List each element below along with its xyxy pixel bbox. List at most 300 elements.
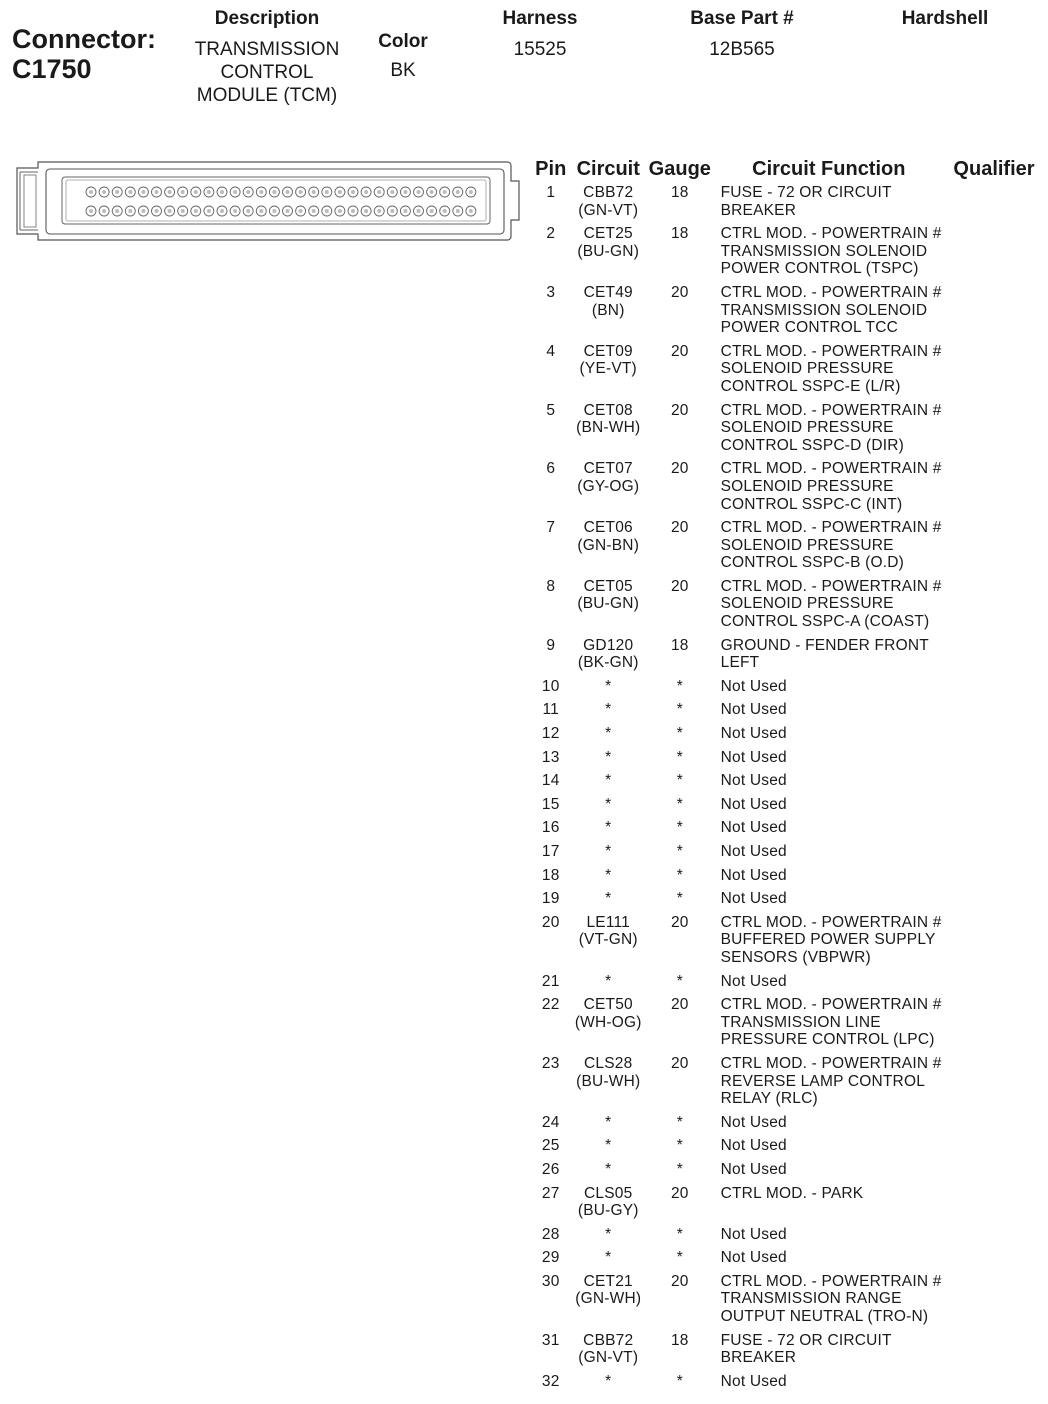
gauge-value: 20 [670,283,689,301]
circuit-line: CET08 [583,401,633,419]
description-line: CONTROL [220,62,314,83]
circuit-function-cell [715,996,943,1055]
circuit-line: CET07 [583,460,633,478]
circuit-function-cell [715,1137,943,1161]
gauge-cell [645,1226,715,1250]
circuit-function-line: PRESSURE CONTROL (LPC) [720,1031,935,1049]
pin-hole-center [443,190,447,194]
pin-hole-center [233,209,237,213]
pin-number: 21 [541,972,560,990]
circuit-line: (BN-WH) [576,419,641,437]
circuit-function-cell [715,749,943,773]
qualifier-cell [943,1161,1045,1185]
circuit-function-line: Not Used [720,972,787,990]
pin-hole-center [417,190,421,194]
pin-number: 29 [541,1249,560,1267]
pin-hole-center [351,190,355,194]
pin-hole-center [89,209,93,213]
pin-cell [530,819,571,843]
qualifier-cell [943,996,1045,1055]
circuit-function-cell [715,819,943,843]
circuit-function-line: Not Used [720,677,787,695]
gauge-cell [645,460,715,519]
column-header-circuit: Circuit [576,157,640,180]
circuit-line: * [605,1225,612,1243]
circuit-cell [571,973,645,997]
circuit-function-line: Not Used [720,1372,787,1390]
pin-hole-center [259,209,263,213]
circuit-line: * [605,1137,612,1155]
table-row [530,1137,1045,1161]
qualifier-cell [943,1273,1045,1332]
pin-number: 27 [541,1184,560,1202]
circuit-function-line: CTRL MOD. - POWERTRAIN # [720,519,942,537]
pin-number: 11 [542,701,559,719]
pin-hole-center [194,209,198,213]
gauge-value: * [676,677,683,695]
pin-cell [530,1161,571,1185]
pin-cell [530,637,571,678]
circuit-function-line: TRANSMISSION RANGE [720,1290,902,1308]
circuit-function-cell [715,519,943,578]
gauge-value: 18 [670,636,689,654]
circuit-line: CET05 [583,577,633,595]
circuit-function-line: OUTPUT NEUTRAL (TRO-N) [720,1308,929,1326]
gauge-cell [645,1373,715,1397]
circuit-cell [571,1373,645,1397]
gauge-value: * [676,1113,683,1131]
pin-number: 22 [541,996,560,1014]
qualifier-cell [943,519,1045,578]
circuit-cell [571,1137,645,1161]
pin-hole-center [259,190,263,194]
circuit-line: CBB72 [583,184,634,201]
pin-number: 5 [546,401,556,419]
circuit-function-line: CONTROL SSPC-C (INT) [720,495,903,513]
circuit-function-line: SENSORS (VBPWR) [720,948,871,966]
qualifier-cell [943,678,1045,702]
gauge-value: * [676,890,683,908]
circuit-line: (GN-VT) [578,201,639,219]
circuit-cell [571,225,645,284]
gauge-value: 20 [670,519,689,537]
pin-hole-center [299,209,303,213]
pin-hole-center [115,190,119,194]
pin-hole-center [286,209,290,213]
pin-hole-center [246,209,250,213]
circuit-function-line: Not Used [720,866,787,884]
pin-hole-center [456,190,460,194]
pin-hole-center [168,209,172,213]
pin-hole-center [417,209,421,213]
pin-number: 10 [541,677,560,695]
qualifier-cell [943,1137,1045,1161]
gauge-cell [645,1055,715,1114]
table-row [530,184,1045,225]
circuit-cell [571,402,645,461]
pin-number: 30 [541,1272,560,1290]
column-header-pin: Pin [535,157,567,180]
circuit-function-line: Not Used [720,772,787,790]
circuit-cell [571,637,645,678]
gauge-value: * [676,1249,683,1267]
pin-number: 17 [541,843,560,860]
gauge-cell [645,914,715,973]
gauge-cell [645,890,715,914]
circuit-function-line: CTRL MOD. - POWERTRAIN # [720,913,942,931]
pin-cell [530,843,571,867]
table-row [530,1185,1045,1226]
circuit-line: * [605,748,612,766]
circuit-line: CLS05 [584,1184,633,1202]
gauge-cell [645,819,715,843]
gauge-value: 20 [670,1184,689,1202]
pin-cell [530,284,571,343]
gauge-cell [645,725,715,749]
circuit-cell [571,184,645,225]
gauge-cell [645,678,715,702]
circuit-line: (BK-GN) [577,654,639,672]
table-row [530,725,1045,749]
circuit-line: (GN-WH) [575,1290,642,1308]
circuit-line: (WH-OG) [574,1013,642,1031]
column-header-circuit-function: Circuit Function [752,157,906,180]
circuit-cell [571,1185,645,1226]
description-line: MODULE (TCM) [196,85,338,106]
pin-hole-center [377,209,381,213]
circuit-cell [571,284,645,343]
gauge-value: 18 [670,1331,689,1349]
gauge-value: 20 [670,996,689,1014]
pin-hole-center [168,190,172,194]
table-row [530,1273,1045,1332]
circuit-function-line: FUSE - 72 OR CIRCUIT [720,1331,892,1349]
pin-hole-center [207,190,211,194]
pin-number: 9 [546,636,556,654]
circuit-function-cell [715,678,943,702]
pin-hole-center [312,190,316,194]
pin-hole-center [286,190,290,194]
circuit-function-line: TRANSMISSION SOLENOID [720,301,928,319]
qualifier-cell [943,819,1045,843]
circuit-function-line: Not Used [720,1225,787,1243]
gauge-value: * [676,1160,683,1178]
table-row [530,819,1045,843]
circuit-cell [571,843,645,867]
pin-hole-center [325,209,329,213]
pin-hole-center [390,209,394,213]
circuit-function-cell [715,460,943,519]
qualifier-cell [943,1226,1045,1250]
gauge-cell [645,701,715,725]
circuit-function-line: POWER CONTROL (TSPC) [720,260,919,278]
circuit-function-line: CONTROL SSPC-D (DIR) [720,436,905,454]
pin-number: 20 [541,913,560,931]
circuit-cell [571,725,645,749]
pin-cell [530,701,571,725]
circuit-function-cell [715,184,943,225]
pin-hole-center [338,209,342,213]
table-row [530,343,1045,402]
circuit-line: * [605,843,612,860]
circuit-line: (BU-GY) [577,1202,639,1220]
circuit-line: * [605,890,612,908]
circuit-line: CET25 [583,225,633,243]
pin-number: 28 [541,1225,560,1243]
circuit-function-line: CTRL MOD. - POWERTRAIN # [720,283,942,301]
circuit-function-cell [715,1161,943,1185]
connector-id: C1750 [12,54,92,84]
pin-cell [530,578,571,637]
pin-hole-center [364,209,368,213]
gauge-cell [645,1161,715,1185]
circuit-function-line: CONTROL SSPC-B (O.D) [720,554,905,572]
pin-number: 6 [546,460,556,478]
pin-hole-center [128,209,132,213]
gauge-value: 20 [670,1054,689,1072]
circuit-line: CET50 [583,996,633,1014]
circuit-cell [571,1055,645,1114]
circuit-line: (YE-VT) [579,360,637,378]
circuit-function-line: POWER CONTROL TCC [720,319,898,337]
circuit-function-line: CTRL MOD. - POWERTRAIN # [720,225,942,243]
circuit-function-cell [715,1185,943,1226]
pin-cell [530,678,571,702]
circuit-cell [571,1161,645,1185]
pin-cell [530,796,571,820]
gauge-value: * [676,819,683,837]
circuit-function-cell [715,225,943,284]
qualifier-cell [943,1373,1045,1397]
pin-hole-center [141,209,145,213]
gauge-cell [645,996,715,1055]
circuit-function-line: Not Used [720,795,787,813]
pin-number: 14 [541,772,560,790]
circuit-line: (GN-VT) [578,1349,639,1367]
circuit-cell [571,914,645,973]
pin-hole-center [220,209,224,213]
circuit-line: (VT-GN) [578,931,638,949]
circuit-function-line: CTRL MOD. - POWERTRAIN # [720,401,942,419]
pin-cell [530,402,571,461]
pin-hole-center [430,209,434,213]
circuit-line: CLS28 [584,1054,633,1072]
circuit-function-cell [715,843,943,867]
table-row [530,225,1045,284]
circuit-function-line: BREAKER [720,201,797,219]
gauge-value: * [676,972,683,990]
pin-cell [530,1249,571,1273]
gauge-cell [645,284,715,343]
circuit-function-line: SOLENOID PRESSURE [720,595,894,613]
pin-hole-center [89,190,93,194]
gauge-value: * [676,1137,683,1155]
circuit-cell [571,460,645,519]
qualifier-cell [943,460,1045,519]
column-header-qualifier: Qualifier [953,157,1035,180]
circuit-function-cell [715,1273,943,1332]
circuit-function-cell [715,578,943,637]
base-part-value: 12B565 [709,39,775,60]
gauge-cell [645,225,715,284]
circuit-function-line: CTRL MOD. - POWERTRAIN # [720,460,942,478]
circuit-function-line: CTRL MOD. - POWERTRAIN # [720,996,942,1014]
qualifier-cell [943,284,1045,343]
pin-hole-center [194,190,198,194]
pin-number: 24 [541,1113,560,1131]
circuit-line: * [605,795,612,813]
base-part-block [670,8,814,61]
pin-hole-center [233,190,237,194]
circuit-function-line: Not Used [720,890,787,908]
gauge-value: * [676,725,683,743]
circuit-line: * [605,866,612,884]
circuit-function-line: GROUND - FENDER FRONT [720,636,929,654]
pin-hole-center [469,209,473,213]
pin-cell [530,1373,571,1397]
circuit-function-line: Not Used [720,1137,787,1155]
gauge-value: * [676,1225,683,1243]
pin-hole-center [155,190,159,194]
pin-number: 23 [541,1054,560,1072]
table-row [530,973,1045,997]
circuit-line: GD120 [583,636,634,654]
table-row [530,1161,1045,1185]
circuit-function-line: Not Used [720,843,787,860]
pin-cell [530,225,571,284]
gauge-cell [645,637,715,678]
circuit-cell [571,772,645,796]
circuit-cell [571,867,645,891]
table-row [530,890,1045,914]
circuit-line: * [605,1372,612,1390]
gauge-cell [645,1114,715,1138]
table-row [530,1249,1045,1273]
pin-cell [530,519,571,578]
table-row [530,914,1045,973]
table-row [530,1055,1045,1114]
circuit-line: (BU-GN) [577,242,640,260]
gauge-cell [645,843,715,867]
qualifier-cell [943,796,1045,820]
gauge-cell [645,1137,715,1161]
pin-cell [530,184,571,225]
pin-hole-center [351,209,355,213]
pin-hole-center [338,190,342,194]
circuit-line: CET49 [583,283,633,301]
connector-label: Connector: [12,24,156,54]
circuit-line: * [605,1160,612,1178]
table-row [530,637,1045,678]
circuit-function-line: TRANSMISSION LINE [720,1013,881,1031]
gauge-cell [645,519,715,578]
pin-hole-center [155,209,159,213]
pin-hole-center [102,190,106,194]
pin-cell [530,1114,571,1138]
circuit-cell [571,749,645,773]
circuit-function-line: Not Used [720,725,787,743]
qualifier-cell [943,1332,1045,1373]
pin-number: 18 [541,866,560,884]
pin-cell [530,914,571,973]
circuit-function-cell [715,1373,943,1397]
table-row [530,578,1045,637]
pin-number: 1 [546,184,556,201]
circuit-function-line: SOLENOID PRESSURE [720,477,894,495]
circuit-cell [571,996,645,1055]
table-row [530,867,1045,891]
pin-cell [530,725,571,749]
circuit-line: * [605,677,612,695]
color-value: BK [390,60,416,81]
qualifier-cell [943,184,1045,225]
pin-number: 31 [541,1331,560,1349]
circuit-function-line: SOLENOID PRESSURE [720,536,894,554]
table-row [530,843,1045,867]
circuit-function-line: CTRL MOD. - PARK [720,1184,864,1202]
circuit-line: (BN) [591,301,625,319]
circuit-function-cell [715,1226,943,1250]
circuit-function-line: SOLENOID PRESSURE [720,419,894,437]
harness-value: 15525 [513,39,567,60]
description-block [182,8,352,107]
qualifier-cell [943,1114,1045,1138]
qualifier-cell [943,725,1045,749]
gauge-value: * [676,795,683,813]
gauge-value: 18 [670,225,689,243]
pin-hole-center [456,209,460,213]
table-row [530,701,1045,725]
circuit-line: * [605,819,612,837]
circuit-function-cell [715,1249,943,1273]
harness-block [470,8,610,61]
circuit-function-line: Not Used [720,701,787,719]
gauge-value: * [676,748,683,766]
circuit-cell [571,519,645,578]
gauge-cell [645,973,715,997]
circuit-line: * [605,725,612,743]
table-header-row [530,154,1045,184]
pin-hole-center [115,209,119,213]
gauge-cell [645,867,715,891]
circuit-function-cell [715,973,943,997]
table-row [530,772,1045,796]
pin-number: 19 [541,890,560,908]
circuit-function-cell [715,1114,943,1138]
qualifier-cell [943,1055,1045,1114]
pin-cell [530,890,571,914]
circuit-function-line: Not Used [720,819,787,837]
circuit-function-line: REVERSE LAMP CONTROL [720,1072,926,1090]
circuit-function-cell [715,867,943,891]
table-row [530,1332,1045,1373]
circuit-function-cell [715,343,943,402]
table-row [530,1373,1045,1397]
pin-cell [530,867,571,891]
pin-number: 12 [541,725,560,743]
pin-hole-center [403,209,407,213]
gauge-value: * [676,843,683,860]
circuit-function-line: SOLENOID PRESSURE [720,360,894,378]
pin-hole-center [246,190,250,194]
pin-hole-center [220,190,224,194]
pin-cell [530,343,571,402]
pin-cell [530,996,571,1055]
gauge-value: 20 [670,460,689,478]
pin-hole-center [430,190,434,194]
circuit-line: * [605,1249,612,1267]
pin-cell [530,1273,571,1332]
